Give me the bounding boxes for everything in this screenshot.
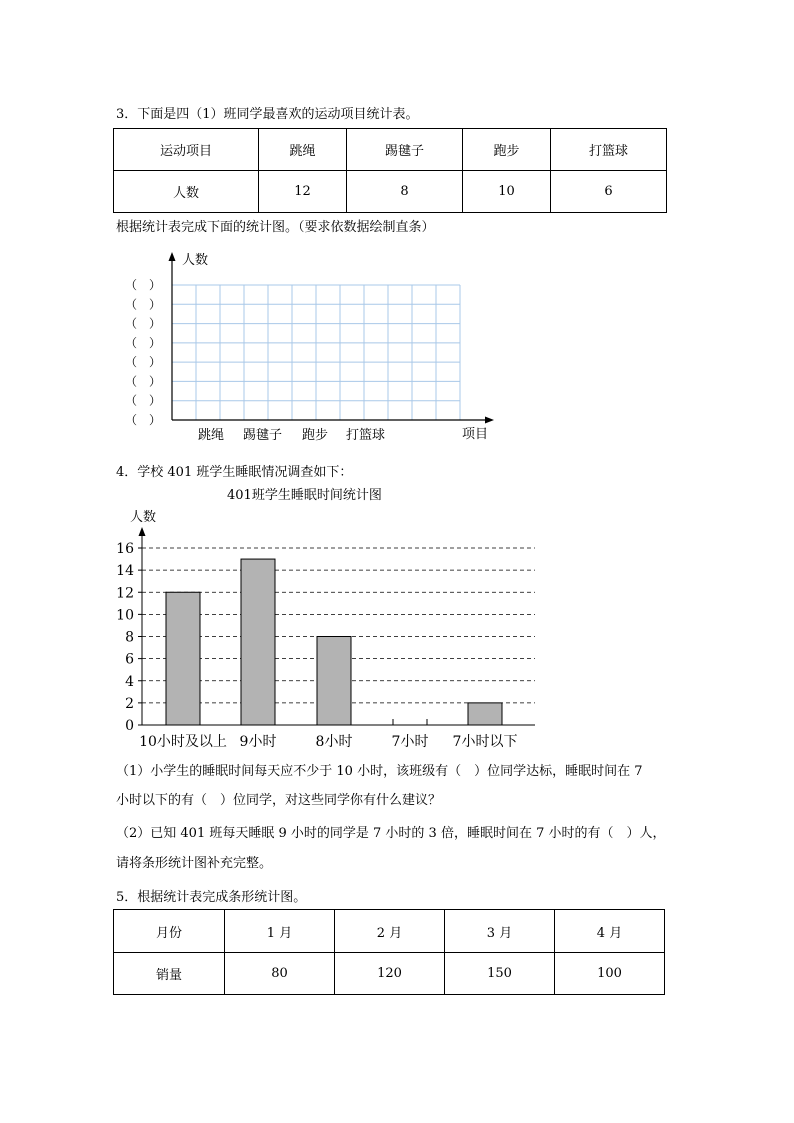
- q3-y-blank: （ ）: [125, 335, 162, 350]
- q3-title: 3．下面是四（1）班同学最喜欢的运动项目统计表。: [116, 107, 419, 122]
- q5-table-header-row: [114, 910, 665, 953]
- q3-header-cell: 打篮球: [551, 129, 667, 171]
- chart-y-tick-label: 12: [116, 585, 134, 602]
- q4-question2-line2: 请将条形统计图补充完整。: [116, 856, 273, 871]
- q3-y-blank: （ ）: [125, 374, 162, 389]
- q3-y-title: 人数: [182, 253, 209, 268]
- chart-title: 401班学生睡眠时间统计图: [227, 488, 382, 503]
- q3-y-blank: （ ）: [125, 355, 162, 370]
- chart-bar: [468, 703, 502, 725]
- q3-x-title: 项目: [462, 427, 489, 442]
- q3-value-cell: 12: [259, 171, 347, 213]
- chart-y-tick-label: 4: [125, 673, 134, 690]
- q3-category-label: 跳绳: [198, 428, 225, 443]
- q5-header-cell: 4 月: [555, 910, 665, 953]
- q3-header-cell: 跳绳: [259, 129, 347, 171]
- q5-table-value-row: [114, 953, 665, 995]
- q3-header-cell: 运动项目: [114, 129, 259, 171]
- q5-value-cell: 销量: [114, 953, 225, 995]
- chart-bar: [241, 559, 275, 725]
- q3-category-label: 打篮球: [346, 428, 386, 443]
- chart-bar: [166, 592, 200, 725]
- q5-header-cell: 3 月: [445, 910, 555, 953]
- chart-y-ticks: [116, 541, 142, 734]
- chart-y-tick-label: 10: [116, 607, 134, 624]
- chart-y-tick-label: 2: [125, 695, 134, 712]
- q3-value-cell: 10: [463, 171, 551, 213]
- q3-header-cell: 跑步: [463, 129, 551, 171]
- q5-header-cell: 月份: [114, 910, 225, 953]
- q5-value-cell: 150: [445, 953, 555, 995]
- q3-instruction: 根据统计表完成下面的统计图。（要求依数据绘制直条）: [116, 220, 435, 235]
- q3-y-blank: （ ）: [125, 413, 162, 427]
- q4-question1-line2: 小时以下的有（ ）位同学，对这些同学你有什么建议？: [116, 793, 442, 808]
- q3-category-label: 跑步: [302, 428, 329, 443]
- chart-x-label: 10小时及以上: [139, 734, 227, 750]
- chart-bars: [166, 559, 502, 725]
- chart-y-tick-label: 0: [125, 718, 134, 734]
- q4-title: 4．学校 401 班学生睡眠情况调查如下：: [116, 465, 353, 480]
- q3-value-cell: 8: [347, 171, 463, 213]
- q5-header-cell: 1 月: [225, 910, 335, 953]
- chart-bar: [317, 637, 351, 726]
- q3-value-cell: 6: [551, 171, 667, 213]
- q5-title: 5．根据统计表完成条形统计图。: [116, 890, 307, 905]
- q4-question2-line1: （2）已知 401 班每天睡眠 9 小时的同学是 7 小时的 3 倍，睡眠时间在 7 小时的有（ ）人，: [116, 826, 666, 841]
- q3-category-label: 踢毽子: [243, 428, 283, 443]
- q3-y-blank: （ ）: [125, 278, 162, 292]
- chart-x-labels: [139, 734, 517, 750]
- q5-table: [113, 909, 665, 995]
- chart-x-label: 9小时: [239, 734, 277, 750]
- chart-y-tick-label: 8: [125, 629, 134, 646]
- q5-value-cell: 80: [225, 953, 335, 995]
- q3-y-blank: （ ）: [125, 316, 162, 331]
- q5-header-cell: 2 月: [335, 910, 445, 953]
- q3-y-blank: （ ）: [125, 393, 162, 408]
- q4-question1-line1: （1）小学生的睡眠时间每天应不少于 10 小时，该班级有（ ）位同学达标，睡眠时间在 7: [116, 764, 643, 779]
- q3-value-cell: 人数: [114, 171, 259, 213]
- q3-header-cell: 踢毽子: [347, 129, 463, 171]
- chart-x-label: 7小时: [391, 734, 429, 750]
- chart-y-tick-label: 6: [125, 651, 134, 668]
- q3-y-blank: （ ）: [125, 297, 162, 312]
- chart-y-axis-arrow: [139, 527, 146, 536]
- chart-x-label: 7小时以下: [452, 734, 518, 750]
- q5-value-cell: 120: [335, 953, 445, 995]
- chart-y-title: 人数: [130, 510, 157, 525]
- chart-x-label: 8小时: [315, 734, 353, 750]
- q5-value-cell: 100: [555, 953, 665, 995]
- chart-y-tick-label: 16: [116, 541, 134, 557]
- chart-y-tick-label: 14: [116, 563, 134, 580]
